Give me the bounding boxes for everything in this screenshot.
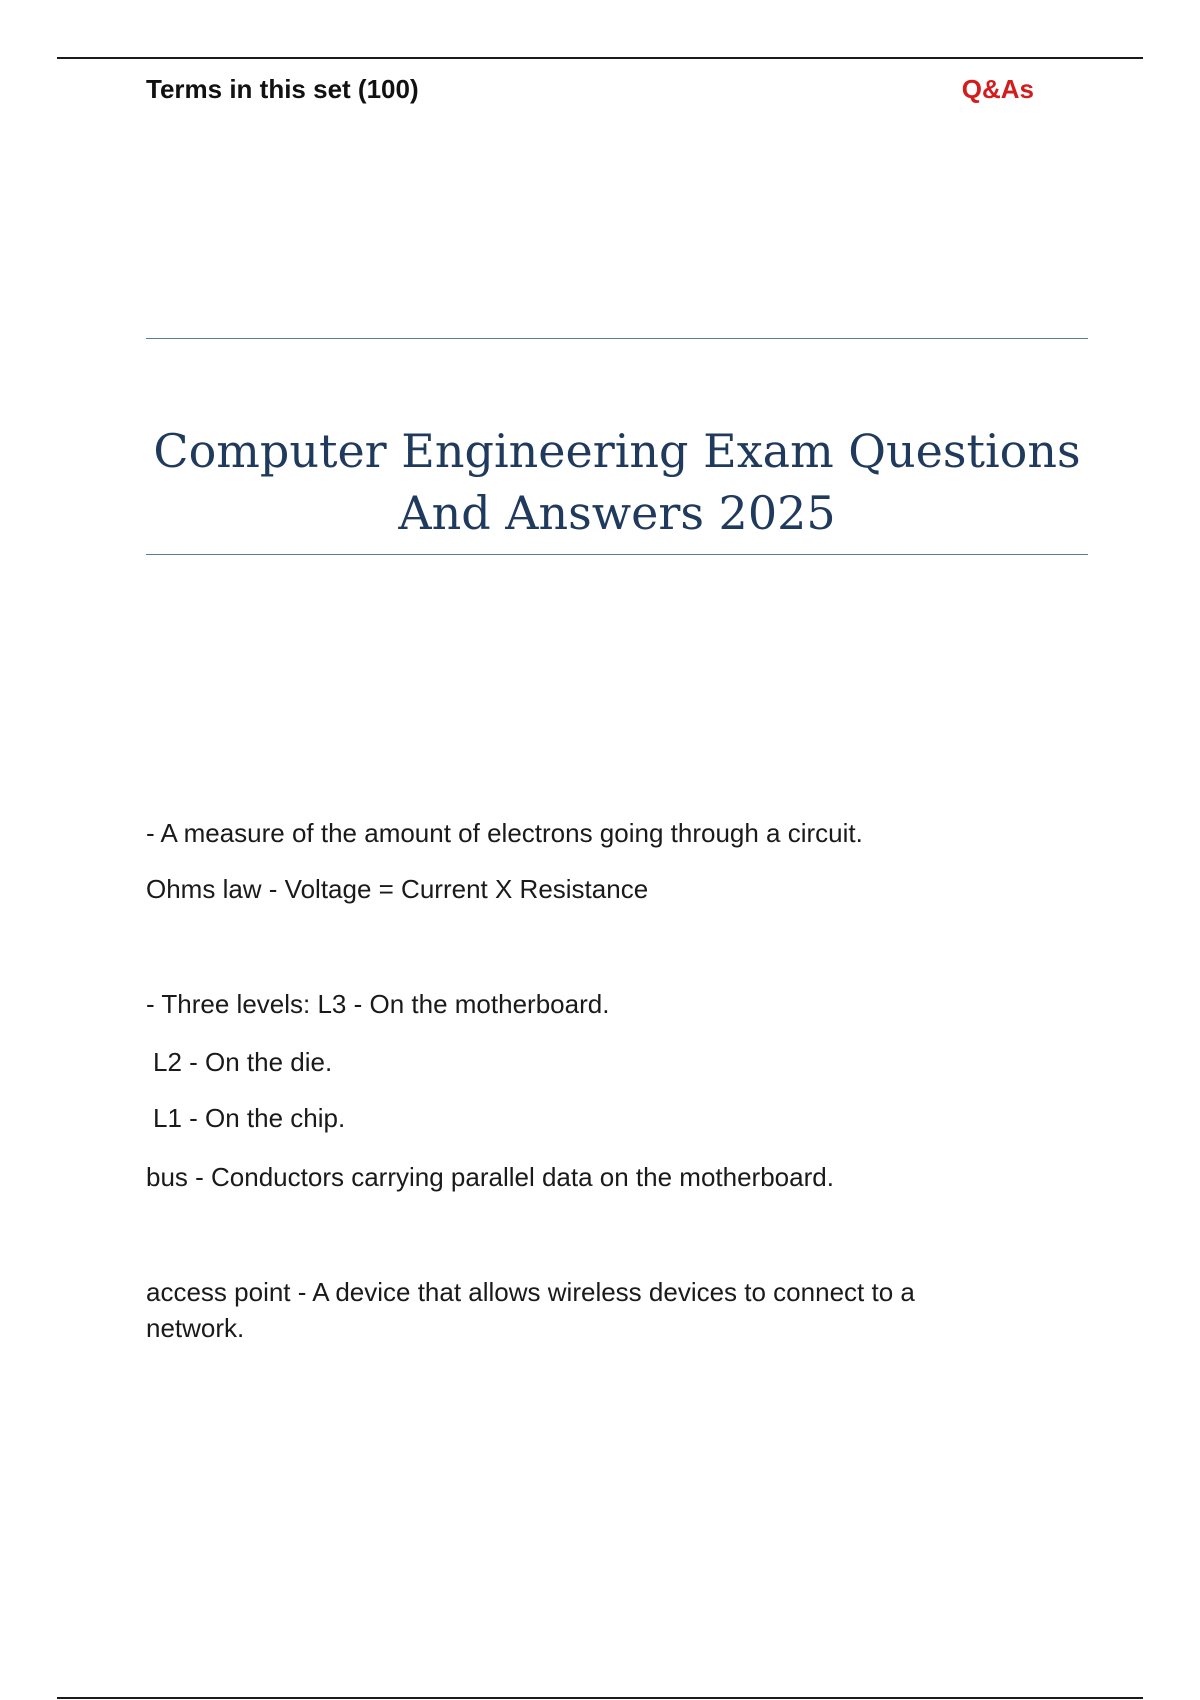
title-line-1: Computer Engineering Exam Questions bbox=[153, 424, 1081, 478]
top-divider bbox=[57, 57, 1143, 59]
entry-ohms-law: Ohms law - Voltage = Current X Resistance bbox=[146, 874, 649, 904]
document-title bbox=[146, 420, 1088, 544]
title-top-rule bbox=[146, 338, 1088, 339]
entry-cache-levels: - Three levels: L3 - On the motherboard. bbox=[146, 989, 610, 1019]
entry-cache-l2: L2 - On the die. bbox=[153, 1047, 333, 1077]
terms-count-label: Terms in this set (100) bbox=[146, 74, 419, 104]
title-line-2: And Answers 2025 bbox=[398, 486, 836, 540]
entry-bus: bus - Conductors carrying parallel data on the motherboard. bbox=[146, 1162, 834, 1192]
title-bottom-rule bbox=[146, 554, 1088, 555]
entry-current-definition: - A measure of the amount of electrons going through a circuit. bbox=[146, 818, 863, 848]
entry-access-point: access point - A device that allows wireless devices to connect to a network. bbox=[146, 1277, 915, 1343]
brand-label: Q&As bbox=[961, 74, 1034, 104]
bottom-divider bbox=[57, 1697, 1143, 1699]
entry-cache-l1: L1 - On the chip. bbox=[153, 1103, 346, 1133]
